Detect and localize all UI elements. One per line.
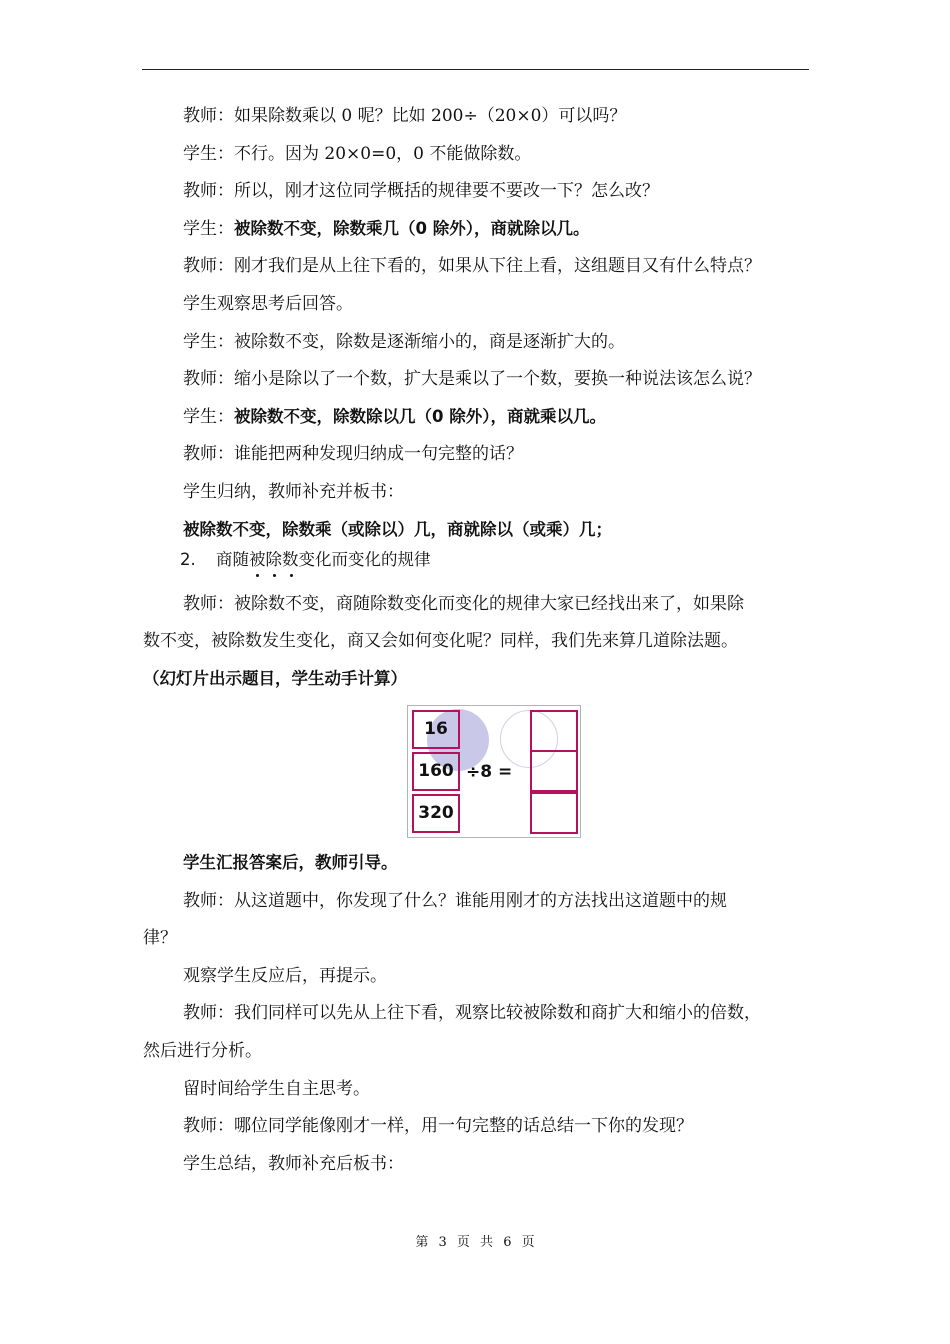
dividend-cell: 320 <box>412 794 460 833</box>
paragraph-line: 教师：被除数不变，商随除数变化而变化的规律大家已经找出来了，如果除 <box>183 594 744 614</box>
list-number: 2. <box>180 550 196 569</box>
dividend-cell: 16 <box>412 710 460 749</box>
dialogue-line: 学生归纳，教师补充并板书： <box>183 482 404 502</box>
page-footer: 第 3 页 共 6 页 <box>415 1235 535 1250</box>
dialogue-line: 教师：刚才我们是从上往下看的，如果从下往上看，这组题目又有什么特点？ <box>183 256 761 276</box>
paragraph-line: 教师：从这道题中，你发现了什么？谁能用刚才的方法找出这道题中的规 <box>183 891 727 911</box>
answer-box <box>530 710 578 752</box>
paragraph-line: 留时间给学生自主思考。 <box>183 1079 370 1099</box>
dialogue-line: 教师：缩小是除以了一个数，扩大是乘以了一个数，要换一种说法该怎么说？ <box>183 369 761 389</box>
dialogue-line: 教师：谁能把两种发现归纳成一句完整的话？ <box>183 444 523 464</box>
emphasis-dot <box>256 574 259 577</box>
paragraph-line: 数不变，被除数发生变化，商又会如何变化呢？同样，我们先来算几道除法题。 <box>143 631 738 651</box>
paragraph-line: 教师：我们同样可以先从上往下看，观察比较被除数和商扩大和缩小的倍数， <box>183 1003 761 1023</box>
paragraph-line: 学生汇报答案后，教师引导。 <box>183 853 398 872</box>
rule-statement: 被除数不变，除数乘几（0 除外），商就除以几。 <box>234 219 590 238</box>
answer-box <box>530 792 578 834</box>
summary-statement: 被除数不变，除数乘（或除以）几，商就除以（或乘）几； <box>183 520 612 539</box>
paragraph-line: 律？ <box>143 928 177 948</box>
rule-statement: 被除数不变，除数除以几（0 除外），商就乘以几。 <box>234 407 606 426</box>
paragraph-line: 教师：哪位同学能像刚才一样，用一句完整的话总结一下你的发现？ <box>183 1116 693 1136</box>
paragraph-line: 学生总结，教师补充后板书： <box>183 1154 404 1174</box>
dialogue-line: 学生观察思考后回答。 <box>183 294 353 314</box>
dividend-cell: 160 <box>412 752 460 791</box>
speaker-label: 学生： <box>183 407 234 427</box>
header-rule <box>142 69 809 70</box>
emphasis-dot <box>290 574 293 577</box>
dialogue-line: 教师：所以，刚才这位同学概括的规律要不要改一下？怎么改？ <box>183 181 659 201</box>
answer-box <box>530 750 578 792</box>
list-item-2 <box>180 548 431 572</box>
dialogue-line: 学生：被除数不变，除数是逐渐缩小的，商是逐渐扩大的。 <box>183 332 625 352</box>
dialogue-line <box>183 405 606 429</box>
dialogue-line: 学生：不行。因为 20×0=0，0 不能做除数。 <box>183 144 532 164</box>
division-exercise-figure <box>407 705 581 838</box>
paragraph-line: 观察学生反应后，再提示。 <box>183 966 387 986</box>
division-operator: ÷8 = <box>466 762 513 782</box>
paragraph-line: 然后进行分析。 <box>143 1041 262 1061</box>
dialogue-line <box>183 217 589 241</box>
emphasis-dot <box>273 574 276 577</box>
slide-instruction: （幻灯片出示题目，学生动手计算） <box>143 669 407 688</box>
list-item-text: 商随被除数变化而变化的规律 <box>216 550 431 569</box>
dialogue-line: 教师：如果除数乘以 0 呢？比如 200÷（20×0）可以吗？ <box>183 106 627 126</box>
speaker-label: 学生： <box>183 219 234 239</box>
